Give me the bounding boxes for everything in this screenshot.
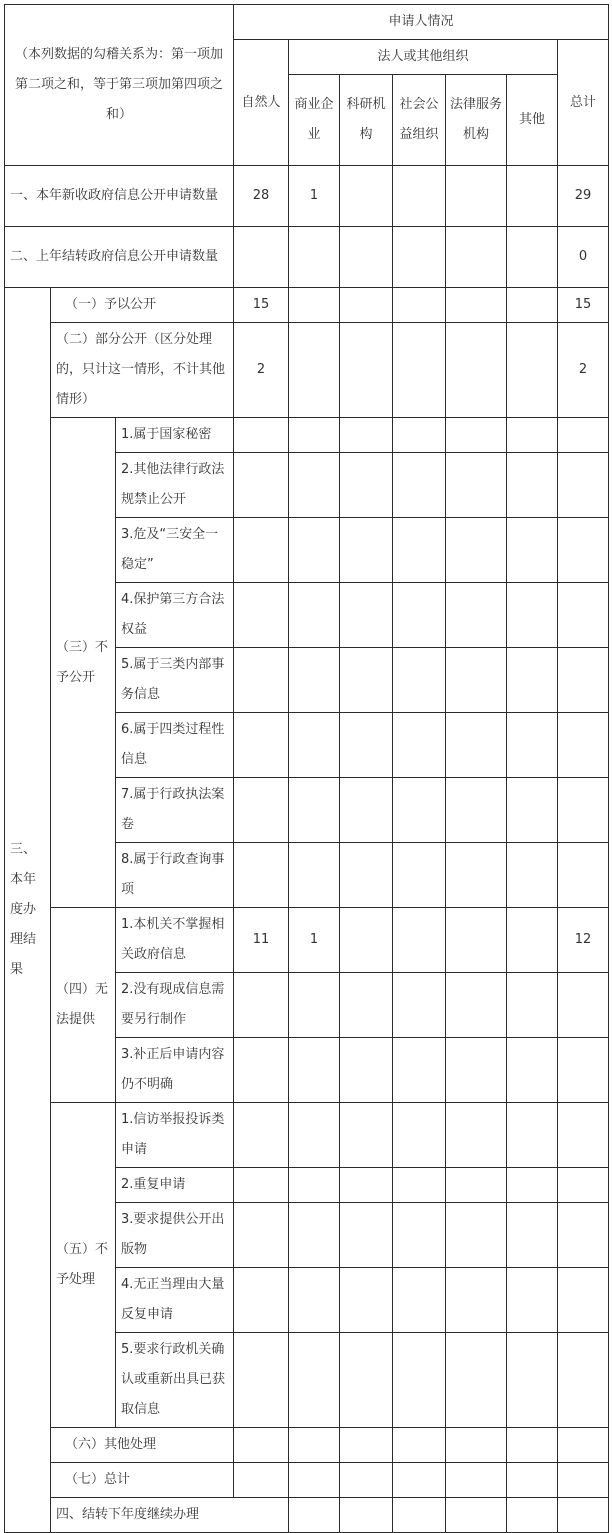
table-row: [5, 418, 609, 453]
row-label: 5.属于三类内部事务信息: [116, 648, 234, 713]
row-label: 2.没有现成信息需要另行制作: [116, 973, 234, 1038]
header-note: （本列数据的勾稽关系为：第一项加第二项之和，等于第三项加第四项之和）: [5, 5, 234, 166]
s3-label: （三）不予公开: [51, 418, 116, 908]
row-label: 3.要求提供公开出版物: [116, 1203, 234, 1268]
cell-commercial: [289, 1038, 340, 1103]
row-label: 1.属于国家秘密: [116, 418, 234, 453]
header-commercial: 商业企业: [289, 75, 340, 166]
cell-legal: [446, 288, 507, 323]
cell-social: [393, 288, 446, 323]
table-row: [5, 1498, 609, 1533]
cell-social: [393, 323, 446, 418]
header-natural-person: 自然人: [234, 40, 289, 166]
cell-research: [340, 288, 393, 323]
header-legal-service: 法律服务机构: [446, 75, 507, 166]
table-row: [5, 166, 609, 227]
header-applicant-situation: 申请人情况: [234, 5, 609, 40]
cell-social: [393, 166, 446, 227]
row-label: 1.本机关不掌握相关政府信息: [116, 908, 234, 973]
row-label: 2.重复申请: [116, 1168, 234, 1203]
cell-social: [393, 227, 446, 288]
row-label: 4.保护第三方合法权益: [116, 583, 234, 648]
row-label: 一、本年新收政府信息公开申请数量: [5, 166, 234, 227]
row-label: （二）部分公开（区分处理的，只计这一情形，不计其他情形）: [51, 323, 234, 418]
table-row: [5, 227, 609, 288]
cell-natural: 15: [234, 288, 289, 323]
row-label: （一）予以公开: [51, 288, 234, 323]
cell-commercial: 1: [289, 166, 340, 227]
row-label: 7.属于行政执法案卷: [116, 778, 234, 843]
cell-commercial: [289, 973, 340, 1038]
header-research: 科研机构: [340, 75, 393, 166]
row-label: 4.无正当理由大量反复申请: [116, 1268, 234, 1333]
cell-commercial: 1: [289, 908, 340, 973]
cell-total: 0: [558, 227, 609, 288]
table-row: [5, 1103, 609, 1168]
cell-total: [558, 973, 609, 1038]
cell-legal: [446, 166, 507, 227]
cell-natural: 28: [234, 166, 289, 227]
cell-total: [558, 1038, 609, 1103]
row-label: 5.要求行政机关确认或重新出具已获取信息: [116, 1333, 234, 1428]
row-label: 8.属于行政查询事项: [116, 843, 234, 908]
row-label: 6.属于四类过程性信息: [116, 713, 234, 778]
cell-other: [507, 288, 558, 323]
row-label: 3.补正后申请内容仍不明确: [116, 1038, 234, 1103]
cell-research: [340, 323, 393, 418]
row-label: （七）总计: [51, 1463, 234, 1498]
cell-total: 2: [558, 323, 609, 418]
cell-total: 29: [558, 166, 609, 227]
cell-natural: [234, 227, 289, 288]
header-legal-org-group: 法人或其他组织: [289, 40, 558, 75]
table-row: [5, 1428, 609, 1463]
cell-research: [340, 227, 393, 288]
cell-other: [507, 227, 558, 288]
table-row: [5, 1463, 609, 1498]
row-label: 3.危及“三安全一稳定”: [116, 518, 234, 583]
cell-natural: [234, 973, 289, 1038]
cell-commercial: [289, 288, 340, 323]
cell-legal: [446, 227, 507, 288]
table-row: [5, 323, 609, 418]
row-label: （六）其他处理: [51, 1428, 234, 1463]
section3-label: 三、本年度办理结果: [5, 288, 51, 1533]
row-label: 四、结转下年度继续办理: [51, 1498, 289, 1533]
cell-legal: [446, 323, 507, 418]
header-social-welfare: 社会公益组织: [393, 75, 446, 166]
cell-research: [340, 166, 393, 227]
table-row: [5, 288, 609, 323]
header-total: 总计: [558, 40, 609, 166]
s5-label: （五）不予处理: [51, 1103, 116, 1428]
cell-natural: 11: [234, 908, 289, 973]
cell-other: [507, 166, 558, 227]
header-other: 其他: [507, 75, 558, 166]
cell-total: 15: [558, 288, 609, 323]
cell-other: [507, 323, 558, 418]
row-label: 2.其他法律行政法规禁止公开: [116, 453, 234, 518]
row-label: 1.信访举报投诉类申请: [116, 1103, 234, 1168]
cell-total: 12: [558, 908, 609, 973]
s4-label: （四）无法提供: [51, 908, 116, 1103]
cell-commercial: [289, 323, 340, 418]
cell-commercial: [289, 227, 340, 288]
gov-info-disclosure-table: [4, 4, 609, 1533]
cell-natural: 2: [234, 323, 289, 418]
table-row: [5, 908, 609, 973]
cell-natural: [234, 1038, 289, 1103]
row-label: 二、上年结转政府信息公开申请数量: [5, 227, 234, 288]
